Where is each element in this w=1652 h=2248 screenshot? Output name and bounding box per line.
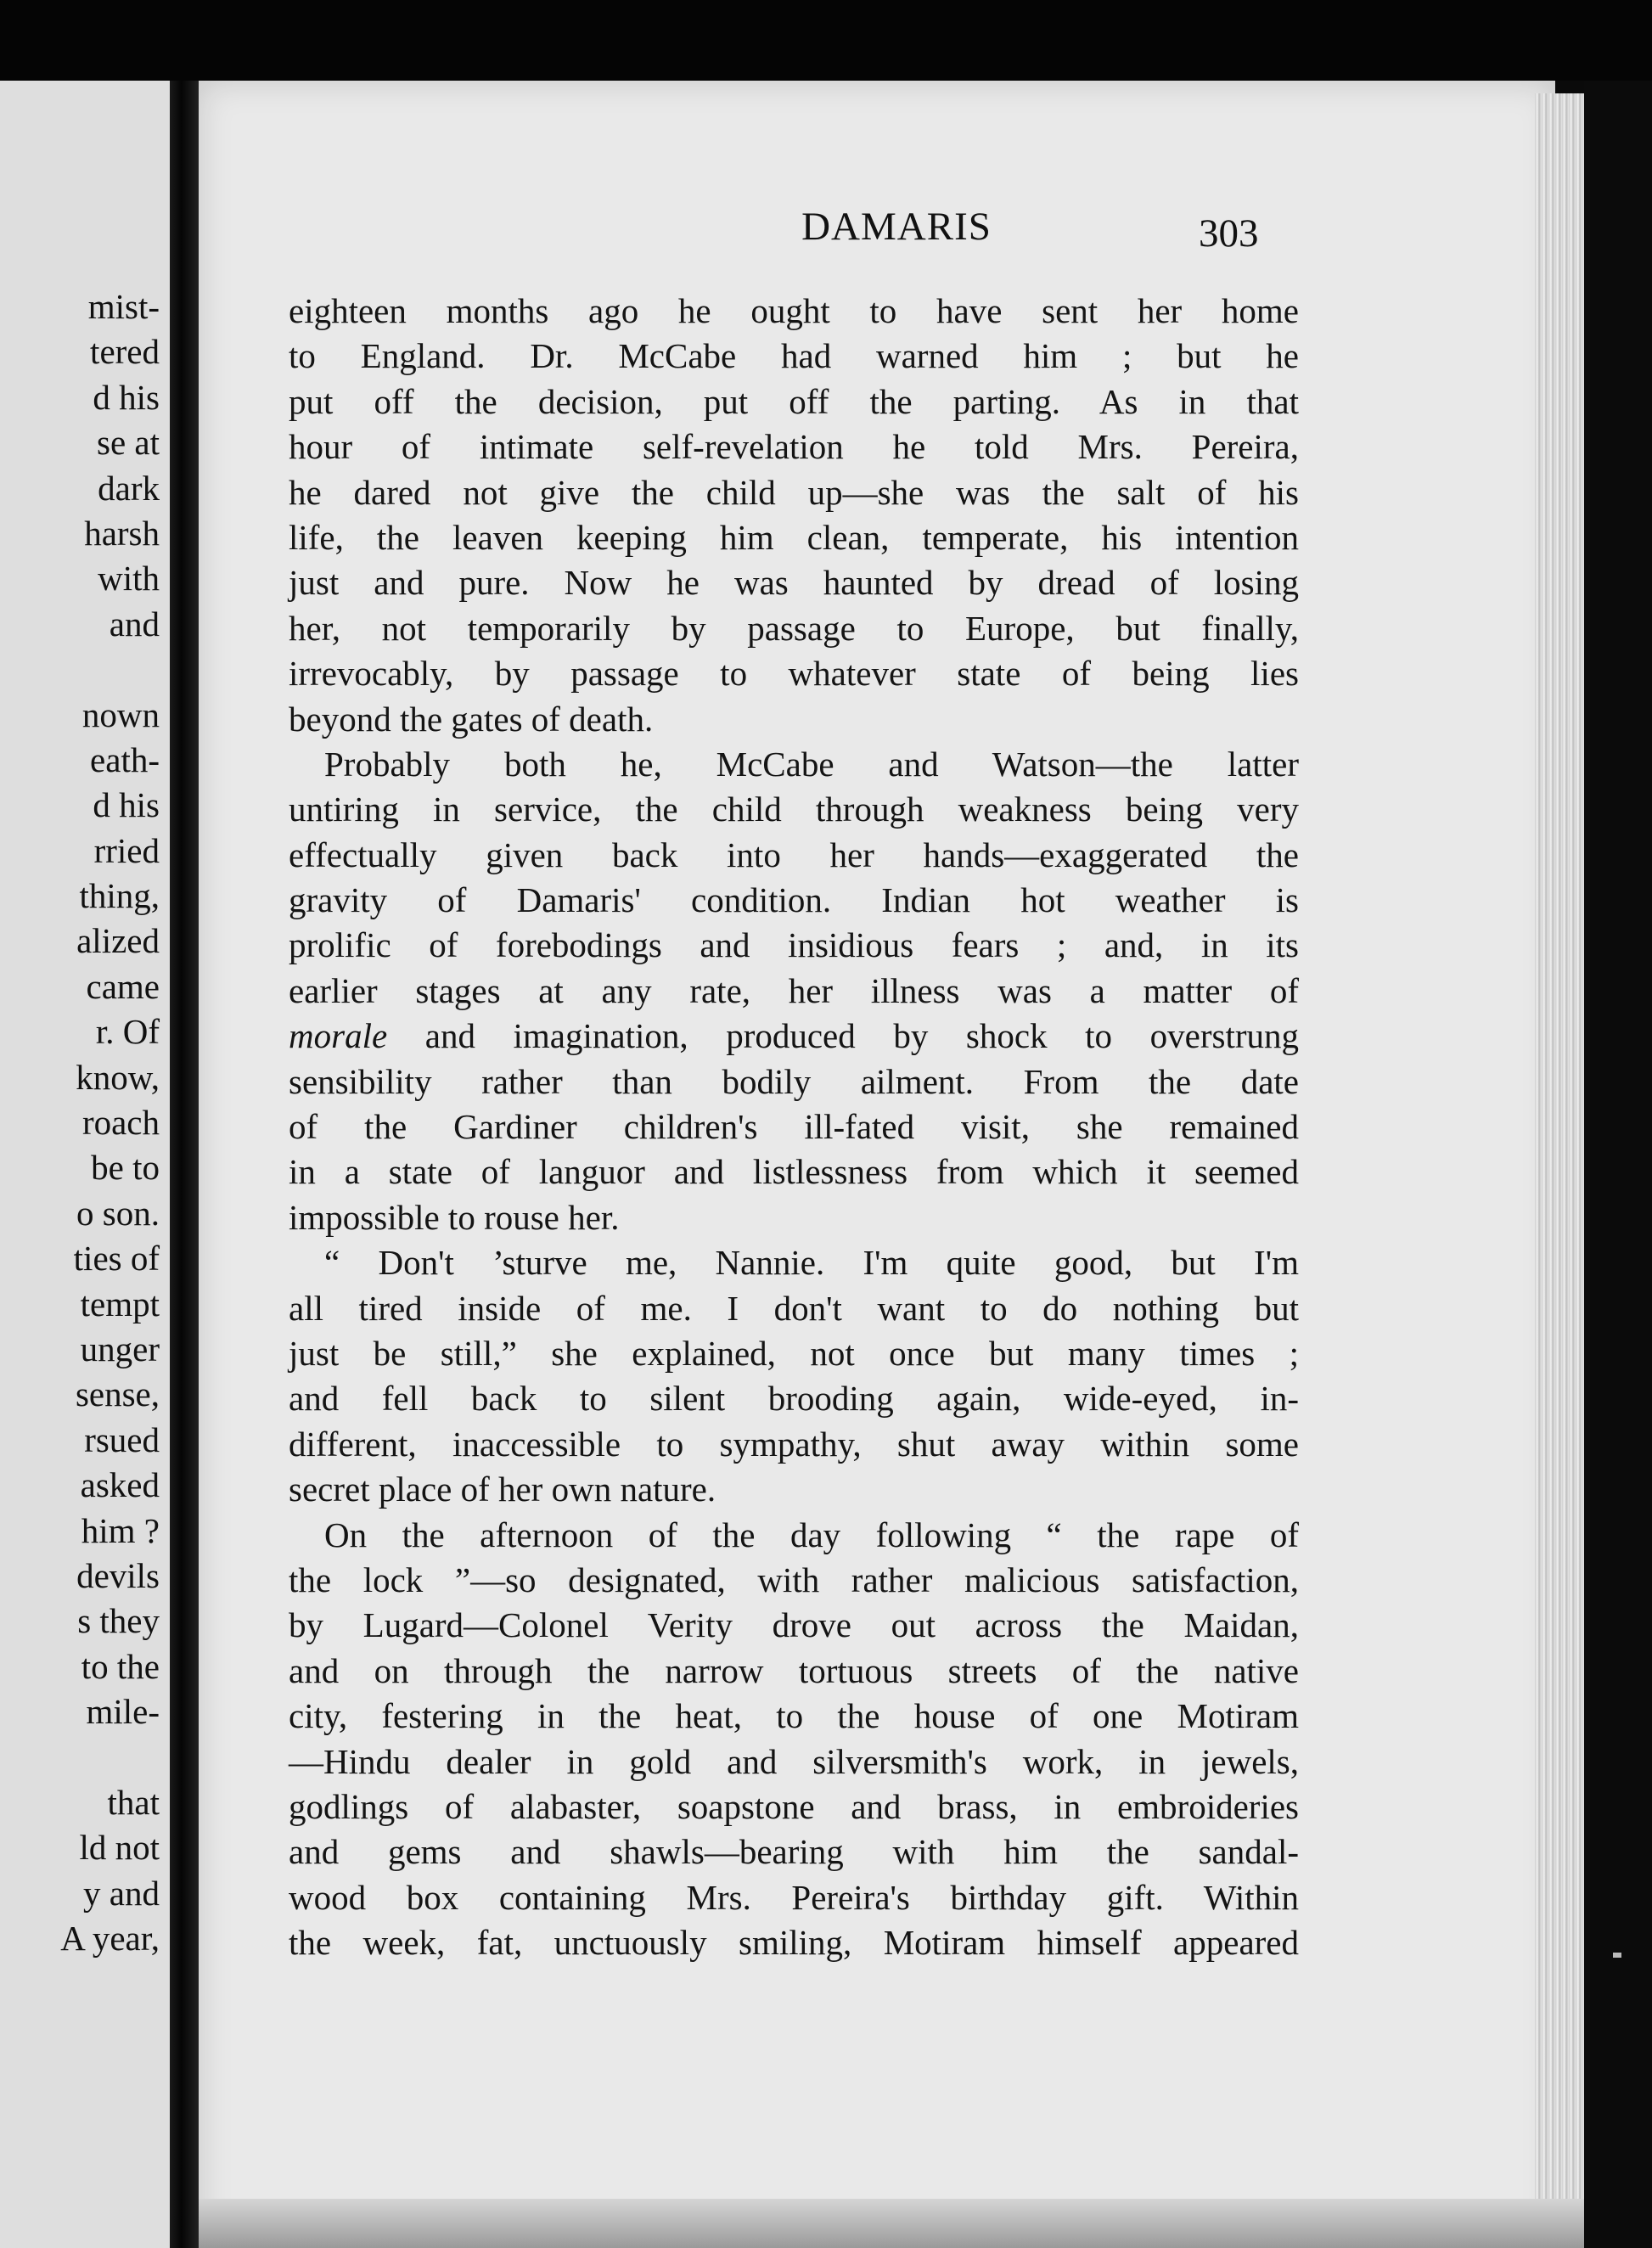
- text-line: prolific of forebodings and insidious fears ; and, in its: [289, 925, 1299, 965]
- facing-page-fragment-line: nown: [81, 694, 160, 734]
- facing-page-fragment-line: se at: [97, 423, 160, 463]
- facing-page-fragment-line: d his: [93, 785, 160, 825]
- facing-page-fragment-line: roach: [81, 1103, 160, 1143]
- facing-page-text-fragments: [60, 284, 160, 1961]
- facing-page-fragment-line: be to: [91, 1148, 160, 1188]
- text-line: impossible to rouse her.: [289, 1197, 620, 1237]
- text-line: her, not temporarily by passage to Europe, but finally,: [289, 608, 1299, 648]
- text-line: eighteen months ago he ought to have sent her home: [289, 291, 1299, 330]
- text-line: secret place of her own nature.: [289, 1470, 716, 1509]
- facing-page-fragment-line: and: [109, 604, 160, 643]
- text-line: wood box containing Mrs. Pereira's birthday gift. Within: [289, 1877, 1299, 1917]
- line-text: and imagination, produced by shock to overstrung: [387, 1016, 1299, 1056]
- text-line: the lock ”—so designated, with rather malicious satisfaction,: [289, 1560, 1299, 1599]
- facing-page-fragment-line: [60, 1735, 160, 1780]
- facing-page-fragment-line: mile-: [86, 1692, 160, 1732]
- facing-page-fragment-line: d his: [93, 377, 160, 417]
- text-line: [289, 1014, 1299, 1059]
- facing-page-fragment-line: tempt: [80, 1284, 160, 1324]
- page-number: 303: [1199, 211, 1259, 256]
- facing-page-fragment-line: sense,: [75, 1374, 160, 1414]
- facing-page-fragment-line: tered: [90, 332, 160, 372]
- text-line: sensibility rather than bodily ailment. From the date: [289, 1061, 1299, 1101]
- facing-page-fragment-line: harsh: [84, 513, 160, 553]
- text-line: gravity of Damaris' condition. Indian hot weather is: [289, 880, 1299, 920]
- text-line: of the Gardiner children's ill-fated visit, she remained: [289, 1107, 1299, 1147]
- scan-speck: [1613, 1953, 1621, 1958]
- text-line: put off the decision, put off the parting. As in that: [289, 381, 1299, 421]
- text-line: and on through the narrow tortuous streets of the native: [289, 1650, 1299, 1690]
- text-line: beyond the gates of death.: [289, 699, 654, 739]
- text-line: he dared not give the child up—she was the salt of his: [289, 472, 1299, 512]
- facing-page-fragment-line: s they: [77, 1601, 160, 1641]
- text-line: earlier stages at any rate, her illness was a matter of: [289, 970, 1299, 1010]
- facing-page-fragment-line: mist-: [87, 287, 160, 326]
- facing-page-fragment-line: rried: [93, 830, 160, 870]
- text-line: effectually given back into her hands—exaggerated the: [289, 835, 1299, 874]
- facing-page-fragment-line: that: [107, 1782, 160, 1822]
- facing-page-fragment-line: A year,: [60, 1919, 160, 1959]
- text-line: just be still,” she explained, not once but many times ;: [289, 1333, 1299, 1373]
- facing-page-left: [0, 81, 170, 2248]
- facing-page-fragment-line: eath-: [90, 739, 160, 779]
- facing-page-fragment-line: know,: [76, 1057, 160, 1097]
- text-line: untiring in service, the child through weakness being very: [289, 790, 1299, 829]
- text-line: —Hindu dealer in gold and silversmith's work, in jewels,: [289, 1741, 1299, 1781]
- body-text: [289, 289, 1299, 1965]
- text-line: all tired inside of me. I don't want to do nothing but: [289, 1288, 1299, 1328]
- facing-page-fragment-line: with: [98, 559, 160, 599]
- text-line: in a state of languor and listlessness from which it seemed: [289, 1152, 1299, 1192]
- facing-page-fragment-line: [60, 647, 160, 692]
- facing-page-fragment-line: unger: [80, 1329, 160, 1368]
- scan-top-border: [0, 0, 1652, 81]
- text-line: hour of intimate self-revelation he told Mrs. Pereira,: [289, 427, 1299, 467]
- facing-page-fragment-line: r. Of: [95, 1012, 160, 1052]
- facing-page-fragment-line: ld not: [79, 1828, 160, 1868]
- page-edges: [1535, 93, 1584, 2248]
- facing-page-fragment-line: thing,: [79, 876, 160, 916]
- text-line: city, festering in the heat, to the house of one Motiram: [289, 1696, 1299, 1736]
- text-line: different, inaccessible to sympathy, shut away within some: [289, 1424, 1299, 1464]
- facing-page-fragment-line: o son.: [76, 1193, 160, 1233]
- facing-page-fragment-line: dark: [98, 468, 160, 508]
- text-line: and fell back to silent brooding again, wide-eyed, in-: [289, 1379, 1299, 1419]
- facing-page-fragment-line: alized: [76, 921, 160, 961]
- facing-page-fragment-line: came: [86, 966, 160, 1006]
- text-line: “ Don't ’sturve me, Nannie. I'm quite good, but I'm: [324, 1243, 1299, 1283]
- facing-page-fragment-line: rsued: [84, 1419, 160, 1459]
- running-head-title: DAMARIS: [801, 205, 992, 249]
- italic-word: morale: [289, 1016, 388, 1056]
- text-line: On the afternoon of the day following “ the rape of: [324, 1515, 1299, 1554]
- text-line: godlings of alabaster, soapstone and brass, in embroideries: [289, 1786, 1299, 1826]
- text-line: to England. Dr. McCabe had warned him ; but he: [289, 336, 1299, 376]
- book-gutter: [170, 81, 199, 2248]
- facing-page-fragment-line: ties of: [73, 1239, 160, 1279]
- text-line: just and pure. Now he was haunted by dread of losing: [289, 563, 1299, 603]
- text-line: the week, fat, unctuously smiling, Motiram himself appeared: [289, 1923, 1299, 1963]
- facing-page-fragment-line: y and: [83, 1873, 160, 1913]
- facing-page-fragment-line: devils: [76, 1555, 160, 1595]
- text-line: Probably both he, McCabe and Watson—the latter: [324, 744, 1299, 784]
- text-line: and gems and shawls—bearing with him the sandal-: [289, 1832, 1299, 1872]
- facing-page-fragment-line: asked: [80, 1465, 160, 1505]
- text-line: life, the leaven keeping him clean, temperate, his intention: [289, 517, 1299, 557]
- facing-page-fragment-line: him ?: [81, 1510, 160, 1550]
- scan-right-border: [1584, 81, 1652, 2248]
- page-header: [199, 204, 1555, 255]
- text-line: by Lugard—Colonel Verity drove out across the Maidan,: [289, 1605, 1299, 1645]
- facing-page-fragment-line: to the: [81, 1646, 160, 1686]
- page-bottom-shadow: [199, 2199, 1584, 2248]
- text-line: irrevocably, by passage to whatever state of being lies: [289, 654, 1299, 694]
